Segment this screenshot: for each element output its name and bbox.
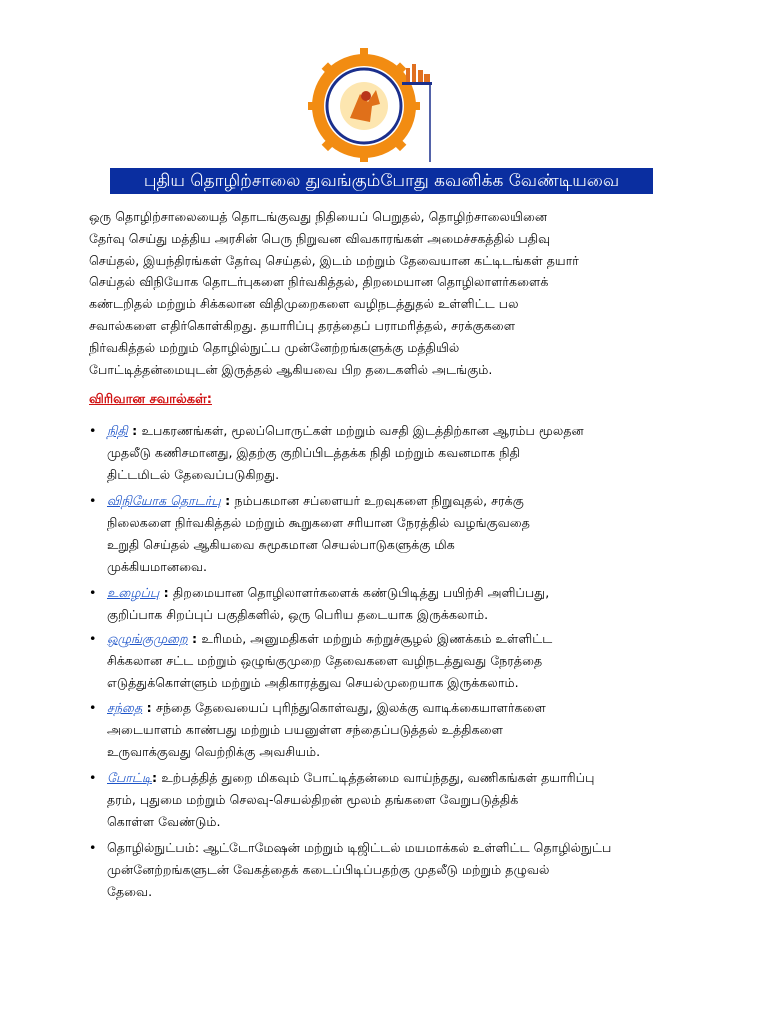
term-link[interactable]: சந்தை	[107, 700, 143, 715]
bullet: •	[89, 840, 97, 855]
item-text: நம்பகமான சப்ளையர் உறவுகளை நிறுவுதல், சரக்கு நிலைகளை நிர்வகித்தல் மற்றும் கூறுகளை சரியான நேரத்தில் வழங்குவதை உறுதி செய்தல் ஆகியவை சுமூகமான செயல்பாடுகளுக்கு மிக முக்கியமானவை.	[107, 493, 530, 574]
item-text: திறமையான தொழிலாளர்களைக் கண்டுபிடித்து பயிற்சி அளிப்பது, குறிப்பாக சிறப்புப் பகுதிகளில், ஒரு பெரிய தடையாக இருக்கலாம்.	[107, 585, 550, 622]
term-separator: :	[142, 700, 156, 715]
list-item-competition	[89, 767, 679, 833]
bullet: •	[89, 700, 97, 715]
term-link[interactable]: உழைப்பு	[107, 585, 160, 600]
term-separator: :	[187, 631, 202, 646]
term-separator: :	[159, 585, 174, 600]
list-item-technology	[89, 837, 679, 903]
list-item-labour	[89, 582, 679, 626]
bullet: •	[89, 585, 97, 600]
item-text: உபகரணங்கள், மூலப்பொருட்கள் மற்றும் வசதி இடத்திற்கான ஆரம்ப மூலதன முதலீடு கணிசமானது, இதற்கு குறிப்பிடத்தக்க நிதி மற்றும் கவனமாக நிதி திட்டமிடல் தேவைப்படுகிறது.	[107, 423, 584, 482]
bullet: •	[89, 770, 97, 785]
term-separator: :	[151, 770, 162, 785]
intro-paragraph: ஒரு தொழிற்சாலையைத் தொடங்குவது நிதியைப் பெறுதல், தொழிற்சாலையினை தேர்வு செய்து மத்திய அரசின் பெரு நிறுவன விவகாரங்கள் அமைச்சகத்தில் பதிவு செய்தல், இயந்திரங்கள் தேர்வு செய்தல், இடம் மற்றும் தேவையான கட்டிடங்கள் தயார் செய்தல் விநியோக தொடர்புகளை நிர்வகித்தல், திறமையான தொழிலாளர்களைக் கண்டறிதல் மற்றும் சிக்கலான விதிமுறைகளை வழிநடத்துதல் உள்ளிட்ட பல சவால்களை எதிர்கொள்கிறது. தயாரிப்பு தரத்தைப் பராமரித்தல், சரக்குகளை நிர்வகித்தல் மற்றும் தொழில்நுட்ப முன்னேற்றங்களுக்கு மத்தியில் போட்டித்தன்மையுடன் இருத்தல் ஆகியவை பிற தடைகளில் அடங்கும்.	[89, 209, 579, 377]
term-separator: :	[127, 423, 142, 438]
section-heading: விரிவான சவால்கள்:	[89, 392, 212, 407]
term-link[interactable]: நிதி	[107, 423, 128, 438]
organization-logo-icon	[306, 44, 434, 164]
list-item-market	[89, 697, 679, 763]
item-text: உற்பத்தித் துறை மிகவும் போட்டித்தன்மை வாய்ந்தது, வணிகங்கள் தயாரிப்பு தரம், புதுமை மற்றும் செலவு-செயல்திறன் மூலம் தங்களை வேறுபடுத்திக் கொள்ள வேண்டும்.	[107, 770, 595, 829]
item-text: சந்தை தேவையைப் புரிந்துகொள்வது, இலக்கு வாடிக்கையாளர்களை அடையாளம் காண்பது மற்றும் பயனுள்ள சந்தைப்படுத்தல் உத்திகளை உருவாக்குவது வெற்றிக்கு அவசியம்.	[107, 700, 546, 759]
item-text: உரிமம், அனுமதிகள் மற்றும் சுற்றுச்சூழல் இணக்கம் உள்ளிட்ட சிக்கலான சட்ட மற்றும் ஒழுங்குமுறை தேவைகளை வழிநடத்துவது நேரத்தை எடுத்துக்கொள்ளும் மற்றும் அதிகாரத்துவ செயல்முறையாக இருக்கலாம்.	[107, 631, 553, 690]
item-text: தொழில்நுட்பம்: ஆட்டோமேஷன் மற்றும் டிஜிட்டல் மயமாக்கல் உள்ளிட்ட தொழில்நுட்ப முன்னேற்றங்களுடன் வேகத்தைக் கடைப்பிடிப்பதற்கு முதலீடு மற்றும் தழுவல் தேவை.	[107, 840, 612, 899]
term-separator: :	[220, 493, 235, 508]
bullet: •	[89, 423, 97, 438]
list-item-finance	[89, 420, 679, 486]
bullet: •	[89, 493, 97, 508]
page-title: புதிய தொழிற்சாலை துவங்கும்போது கவனிக்க வேண்டியவை	[110, 168, 653, 194]
list-item-regulation	[89, 628, 679, 694]
bullet: •	[89, 631, 97, 646]
list-item-supply	[89, 490, 679, 578]
term-link[interactable]: விநியோக தொடர்பு	[107, 493, 221, 508]
term-link[interactable]: போட்டி	[107, 770, 152, 785]
term-link[interactable]: ஒழுங்குமுறை	[107, 631, 188, 646]
